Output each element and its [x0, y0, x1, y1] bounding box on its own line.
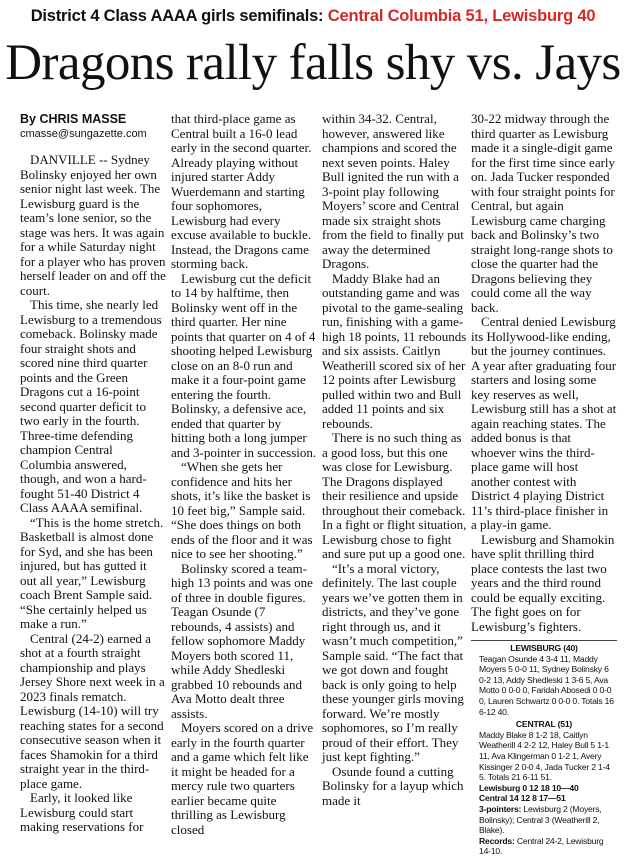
- article-column-1: [20, 112, 166, 835]
- records-text: Central 24-2, Lewisburg 14-10.: [479, 835, 604, 857]
- box-lewisburg-stats: Teagan Osunde 4 3-4 11, Maddy Moyers 5 0-0 11, Sydney Bolinsky 6 0-2 13, Addy Shedleski 1 3-6 5, Ava Motto 0 0-0 0, Faridah Abosedi 0 0-0 0, Lauren Schwartz 0 0-0 0. Totals 16 6-12 40.: [479, 653, 614, 717]
- box-quarter-lewisburg: Lewisburg 0 12 18 10—40: [479, 782, 579, 793]
- paragraph: Lewisburg cut the deficit to 14 by halftime, then Bolinsky went off in the third quarter. Her nine points that quarter on 4 of 4 shooting helped Lewisburg close on an 8-0 run and make it a four-point game entering the fourth. Bolinsky, a defensive ace, ended that quarter by hitting both a long jumper and 3-pointer in succession.: [171, 270, 317, 460]
- box-team-lewisburg: LEWISBURG (40): [510, 643, 578, 653]
- box-central-stats: Maddy Blake 8 1-2 18, Caitlyn Weatherill 4 2-2 12, Haley Bull 5 1-1 11, Ava Klingerman 0 1-2 1, Avery Kissinger 2 0-0 4, Jada Tucker 2 1-4 5. Totals 21 6-11 51.: [479, 729, 610, 783]
- kicker-score: Central Columbia 51, Lewisburg 40: [327, 7, 596, 25]
- paragraph: “When she gets her confidence and hits her shots, it’s like the basket is 10 feet big,” Sample said. “She does things on both ends of the floor and it was nice to see her shooting.”: [171, 459, 313, 561]
- box-team-central: CENTRAL (51): [515, 719, 573, 730]
- paragraph: Lewisburg and Shamokin have split thrilling third place contests the last two years and the third round could be equally exciting. The fight goes on for Lewisburg’s fighters.: [471, 531, 615, 634]
- paragraph: within 34-32. Central, however, answered like champions and scored the next seven points. Haley Bull ignited the run with a 3-point play following Moyers’ score and Central made six straight shots from the field to finally put away the determined Dragons.: [322, 111, 464, 271]
- article-column-3: [322, 112, 468, 808]
- paragraph: DANVILLE -- Sydney Bolinsky enjoyed her own senior night last week. The Lewisburg guard is the team’s lone senior, so the stage was hers. It was again for a while Saturday night for a player who has proven herself leader on and off the court.: [20, 152, 166, 298]
- article-column-2: [171, 112, 317, 837]
- paragraph: “It’s a moral victory, definitely. The last couple years we’ve gotten them in districts, and they’ve gone right through us, and it wasn’t much competition,” Sample said. “The fact that we got down and fought back is only going to help these younger girls moving forward. We’re mostly sophomores, so I’m really proud of their effort. They just kept fighting.”: [322, 560, 464, 764]
- paragraph: Osunde found a cutting Bolinsky for a layup which made it: [322, 763, 464, 808]
- paragraph: This time, she nearly led Lewisburg to a tremendous comeback. Bolinsky made four straight shots and scored nine third quarter points and the Green Dragons cut a 16-point second quarter deficit to two early in the fourth. Three-time defending champion Central Columbia answered, though, and won a hard-fought 51-40 District 4 Class AAAA semifinal.: [20, 297, 162, 515]
- paragraph: “This is the home stretch. Basketball is almost done for Syd, and she has been injured, but has gutted it out all year,” Lewisburg coach Brent Sample said. “She certainly helped us make a run.”: [20, 514, 164, 631]
- paragraph: 30-22 midway through the third quarter as Lewisburg made it a single-digit game for the first time since early on. Jada Tucker responded with four straight points for Central, but again Lewisburg came charging back and Bolinsky’s two straight long-range shots to close the quarter had the Dragons believing they could come all the way back.: [471, 111, 616, 315]
- paragraph: Bolinsky scored a team-high 13 points and was one of three in double figures. Teagan Osunde (7 rebounds, 4 assists) and fellow sophomore Maddy Moyers both scored 11, while Addy Shedleski grabbed 10 rebounds and Ava Motto dealt three assists.: [171, 560, 313, 721]
- records-label: Records:: [479, 835, 515, 846]
- paragraph: Central (24-2) earned a shot at a fourth straight championship and plays Jersey Shore next week in a 2023 finals rematch. Lewisburg (14-10) will try reaching states for a second consecutive season when it faces Shamokin for a third straight year in the third-place game.: [20, 630, 165, 791]
- paragraph: Early, it looked like Lewisburg could start making reservations for: [20, 790, 144, 834]
- box-score: [471, 640, 617, 857]
- author-email[interactable]: cmasse@sungazette.com: [20, 128, 147, 140]
- paragraph: that third-place game as Central built a 16-0 lead early in the second quarter. Already playing without injured starter Addy Wuerdemann and starting four sophomores, Lewisburg had every excuse available to buckle. Instead, the Dragons came storming back.: [171, 111, 312, 271]
- three-pointers-label: 3-pointers:: [479, 803, 522, 814]
- kicker-lead: District 4 Class AAAA girls semifinals:: [30, 7, 324, 25]
- headline: Dragons rally falls shy vs. Jays: [5, 35, 621, 91]
- paragraph: Moyers scored on a drive early in the fourth quarter and a game which felt like it might be headed for a mercy rule two quarters earlier became quite thrilling as Lewisburg closed: [171, 720, 314, 837]
- paragraph: Central denied Lewisburg its Hollywood-like ending, but the journey continues. A year after graduating four starters and losing some key reserves as well, Lewisburg still has a shot at again reaching states. The added bonus is that whoever wins the third-place game will host another contest with District 4 playing District 11’s third-place finisher in a play-in game.: [471, 314, 617, 532]
- byline: By CHRIS MASSE: [20, 112, 127, 126]
- paragraph: There is no such thing as a good loss, but this one was close for Lewisburg. The Dragons displayed their resilience and upside throughout their comeback. In a fight or flight situation, Lewisburg chose to fight and sure put up a good one.: [322, 430, 467, 561]
- box-quarter-central: Central 14 12 8 17—51: [479, 793, 566, 804]
- box-three-pointers: [471, 804, 617, 836]
- box-records: [471, 836, 617, 857]
- paragraph: Maddy Blake had an outstanding game and was pivotal to the game-sealing run, finishing with a game-high 18 points, 11 rebounds and six assists. Caitlyn Weatherill scored six of her 12 points after Lewisburg pulled within two and Bull added 11 points and six rebounds.: [322, 270, 467, 431]
- article-column-4: [471, 112, 617, 857]
- three-pointers-text: Lewisburg 2 (Moyers, Bolinsky); Central 3 (Weatherill 2, Blake).: [479, 803, 602, 836]
- kicker: [0, 6, 626, 26]
